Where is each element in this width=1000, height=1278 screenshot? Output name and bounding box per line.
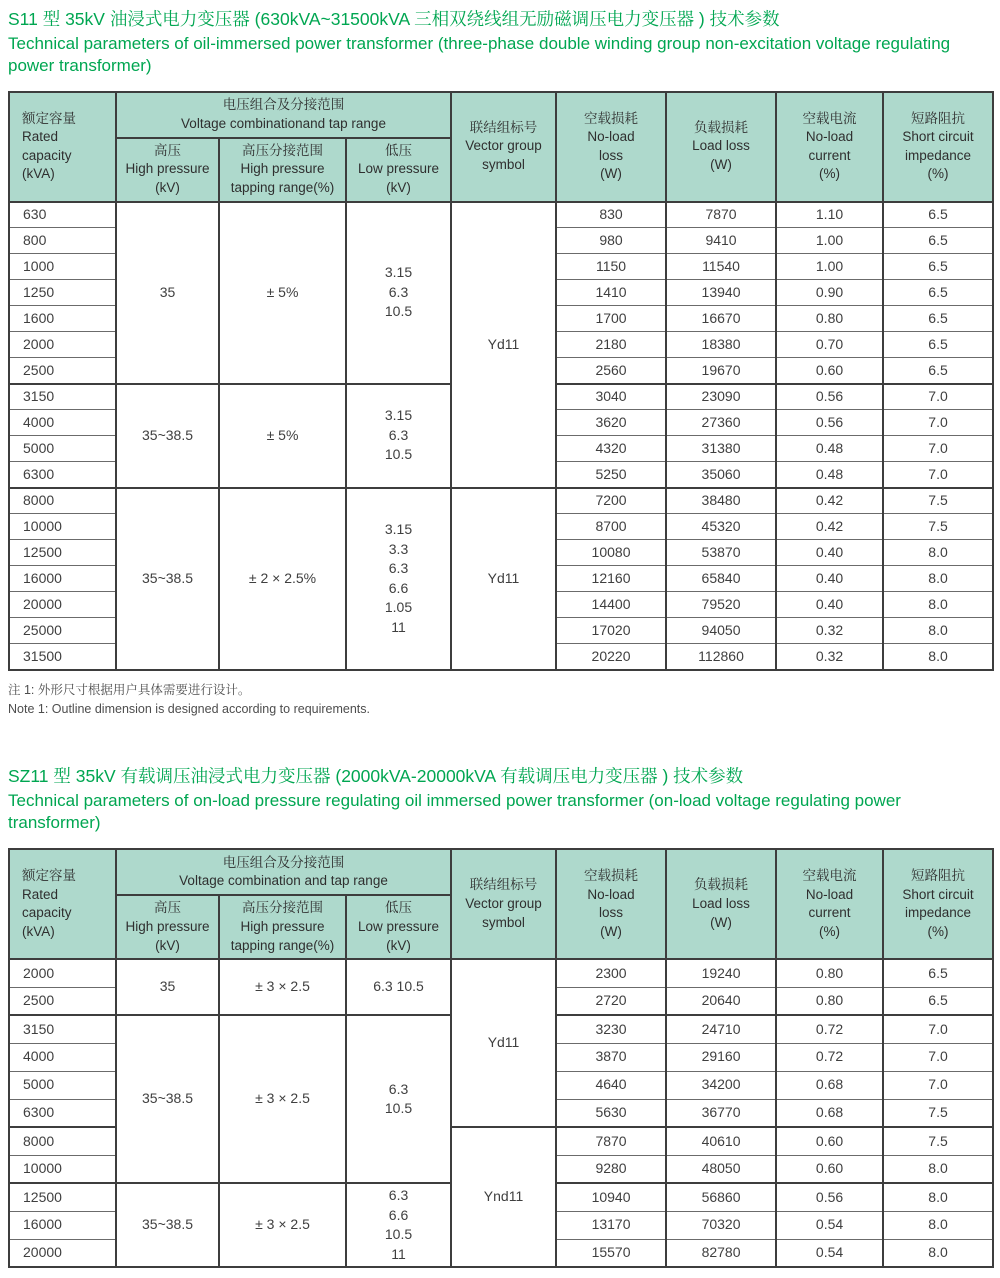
header-high-pressure: 高压 High pressure (kV) bbox=[116, 138, 219, 202]
cell-load-loss: 36770 bbox=[666, 1099, 776, 1127]
cell-rated-capacity: 2000 bbox=[9, 332, 116, 358]
cell-no-load-loss: 9280 bbox=[556, 1155, 666, 1183]
cell-no-load-current: 0.80 bbox=[776, 306, 883, 332]
cell-no-load-loss: 8700 bbox=[556, 514, 666, 540]
cell-no-load-loss: 4320 bbox=[556, 436, 666, 462]
cell-impedance: 8.0 bbox=[883, 618, 993, 644]
cell-load-loss: 34200 bbox=[666, 1071, 776, 1099]
cell-impedance: 8.0 bbox=[883, 566, 993, 592]
cell-no-load-current: 0.54 bbox=[776, 1211, 883, 1239]
cell-load-loss: 27360 bbox=[666, 410, 776, 436]
cell-load-loss: 70320 bbox=[666, 1211, 776, 1239]
cell-rated-capacity: 5000 bbox=[9, 436, 116, 462]
cell-no-load-current: 0.54 bbox=[776, 1239, 883, 1267]
cell-load-loss: 79520 bbox=[666, 592, 776, 618]
cell-no-load-current: 0.68 bbox=[776, 1099, 883, 1127]
header-row bbox=[9, 92, 993, 138]
cell-rated-capacity: 5000 bbox=[9, 1071, 116, 1099]
cell-tapping-range: ± 3 × 2.5 bbox=[219, 1015, 346, 1183]
cell-high-pressure: 35~38.5 bbox=[116, 1015, 219, 1183]
cell-rated-capacity: 16000 bbox=[9, 1211, 116, 1239]
cell-impedance: 6.5 bbox=[883, 987, 993, 1015]
header-vector-group: 联结组标号 Vector group symbol bbox=[451, 849, 556, 959]
cell-vector-group: Yd11 bbox=[451, 202, 556, 488]
cell-load-loss: 23090 bbox=[666, 384, 776, 410]
cell-low-pressure: 6.3 10.5 bbox=[346, 959, 451, 1015]
cell-impedance: 8.0 bbox=[883, 540, 993, 566]
cell-load-loss: 53870 bbox=[666, 540, 776, 566]
cell-impedance: 8.0 bbox=[883, 592, 993, 618]
cell-rated-capacity: 6300 bbox=[9, 1099, 116, 1127]
cell-impedance: 6.5 bbox=[883, 228, 993, 254]
header-voltage-combination: 电压组合及分接范围 Voltage combinationand tap range bbox=[116, 92, 451, 138]
cell-impedance: 7.5 bbox=[883, 514, 993, 540]
cell-low-pressure: 6.3 6.6 10.5 11 bbox=[346, 1183, 451, 1267]
cell-no-load-loss: 17020 bbox=[556, 618, 666, 644]
header-no-load-current: 空载电流 No-load current (%) bbox=[776, 92, 883, 202]
cell-no-load-loss: 1700 bbox=[556, 306, 666, 332]
table-row bbox=[9, 959, 993, 987]
cell-load-loss: 82780 bbox=[666, 1239, 776, 1267]
cell-impedance: 7.0 bbox=[883, 1015, 993, 1043]
cell-load-loss: 40610 bbox=[666, 1127, 776, 1155]
cell-rated-capacity: 25000 bbox=[9, 618, 116, 644]
header-row bbox=[9, 849, 993, 895]
cell-no-load-current: 0.40 bbox=[776, 566, 883, 592]
cell-tapping-range: ± 2 × 2.5% bbox=[219, 488, 346, 670]
cell-no-load-current: 0.32 bbox=[776, 644, 883, 670]
cell-no-load-current: 0.48 bbox=[776, 436, 883, 462]
cell-rated-capacity: 8000 bbox=[9, 488, 116, 514]
cell-impedance: 8.0 bbox=[883, 644, 993, 670]
cell-impedance: 8.0 bbox=[883, 1183, 993, 1211]
cell-no-load-loss: 10940 bbox=[556, 1183, 666, 1211]
table-row bbox=[9, 488, 993, 514]
sz11-table-body bbox=[9, 959, 993, 1267]
cell-no-load-current: 0.80 bbox=[776, 987, 883, 1015]
cell-low-pressure: 3.15 6.3 10.5 bbox=[346, 202, 451, 384]
table-row bbox=[9, 202, 993, 228]
cell-no-load-loss: 14400 bbox=[556, 592, 666, 618]
cell-load-loss: 13940 bbox=[666, 280, 776, 306]
s11-table-header bbox=[9, 92, 993, 202]
cell-no-load-loss: 2720 bbox=[556, 987, 666, 1015]
header-load-loss: 负载损耗 Load loss (W) bbox=[666, 849, 776, 959]
s11-title-zh: S11 型 35kV 油浸式电力变压器 (630kVA~31500kVA 三相双绕线组无励磁调压电力变压器 ) 技术参数 bbox=[8, 9, 780, 29]
cell-no-load-current: 1.00 bbox=[776, 254, 883, 280]
cell-no-load-loss: 20220 bbox=[556, 644, 666, 670]
cell-load-loss: 31380 bbox=[666, 436, 776, 462]
s11-parameters-table bbox=[8, 91, 994, 671]
cell-load-loss: 16670 bbox=[666, 306, 776, 332]
cell-no-load-loss: 830 bbox=[556, 202, 666, 228]
cell-no-load-loss: 15570 bbox=[556, 1239, 666, 1267]
cell-load-loss: 19670 bbox=[666, 358, 776, 384]
cell-load-loss: 9410 bbox=[666, 228, 776, 254]
cell-impedance: 7.0 bbox=[883, 1043, 993, 1071]
cell-rated-capacity: 800 bbox=[9, 228, 116, 254]
header-no-load-loss: 空载损耗 No-load loss (W) bbox=[556, 849, 666, 959]
cell-load-loss: 19240 bbox=[666, 959, 776, 987]
cell-rated-capacity: 10000 bbox=[9, 514, 116, 540]
cell-rated-capacity: 1600 bbox=[9, 306, 116, 332]
cell-rated-capacity: 12500 bbox=[9, 540, 116, 566]
cell-no-load-current: 0.56 bbox=[776, 1183, 883, 1211]
cell-impedance: 8.0 bbox=[883, 1211, 993, 1239]
cell-load-loss: 94050 bbox=[666, 618, 776, 644]
cell-load-loss: 24710 bbox=[666, 1015, 776, 1043]
cell-impedance: 6.5 bbox=[883, 959, 993, 987]
cell-rated-capacity: 20000 bbox=[9, 592, 116, 618]
header-vector-group: 联结组标号 Vector group symbol bbox=[451, 92, 556, 202]
cell-no-load-loss: 1150 bbox=[556, 254, 666, 280]
cell-impedance: 7.0 bbox=[883, 384, 993, 410]
cell-rated-capacity: 3150 bbox=[9, 1015, 116, 1043]
cell-no-load-current: 0.72 bbox=[776, 1015, 883, 1043]
header-voltage-combination: 电压组合及分接范围 Voltage combination and tap range bbox=[116, 849, 451, 895]
cell-load-loss: 11540 bbox=[666, 254, 776, 280]
cell-load-loss: 45320 bbox=[666, 514, 776, 540]
cell-high-pressure: 35 bbox=[116, 959, 219, 1015]
cell-rated-capacity: 12500 bbox=[9, 1183, 116, 1211]
cell-no-load-loss: 3230 bbox=[556, 1015, 666, 1043]
header-hp-tapping-range: 高压分接范围 High pressure tapping range(%) bbox=[219, 895, 346, 959]
cell-rated-capacity: 16000 bbox=[9, 566, 116, 592]
cell-no-load-current: 0.32 bbox=[776, 618, 883, 644]
sz11-table-header bbox=[9, 849, 993, 959]
cell-rated-capacity: 6300 bbox=[9, 462, 116, 488]
cell-load-loss: 35060 bbox=[666, 462, 776, 488]
cell-high-pressure: 35~38.5 bbox=[116, 488, 219, 670]
header-no-load-loss: 空载损耗 No-load loss (W) bbox=[556, 92, 666, 202]
cell-no-load-loss: 12160 bbox=[556, 566, 666, 592]
cell-no-load-loss: 3620 bbox=[556, 410, 666, 436]
cell-tapping-range: ± 3 × 2.5 bbox=[219, 1183, 346, 1267]
s11-title-en: Technical parameters of oil-immersed power transformer (three-phase double winding group non-excitation voltage regulating power transformer) bbox=[8, 33, 951, 75]
cell-rated-capacity: 3150 bbox=[9, 384, 116, 410]
cell-vector-group: Yd11 bbox=[451, 959, 556, 1127]
cell-no-load-current: 1.10 bbox=[776, 202, 883, 228]
cell-impedance: 6.5 bbox=[883, 202, 993, 228]
header-hp-tapping-range: 高压分接范围 High pressure tapping range(%) bbox=[219, 138, 346, 202]
cell-low-pressure: 3.15 6.3 10.5 bbox=[346, 384, 451, 488]
cell-impedance: 6.5 bbox=[883, 306, 993, 332]
cell-no-load-current: 0.40 bbox=[776, 540, 883, 566]
cell-vector-group: Ynd11 bbox=[451, 1127, 556, 1267]
cell-high-pressure: 35~38.5 bbox=[116, 1183, 219, 1267]
cell-no-load-loss: 4640 bbox=[556, 1071, 666, 1099]
cell-rated-capacity: 1250 bbox=[9, 280, 116, 306]
cell-rated-capacity: 4000 bbox=[9, 410, 116, 436]
cell-load-loss: 48050 bbox=[666, 1155, 776, 1183]
cell-no-load-loss: 3870 bbox=[556, 1043, 666, 1071]
header-rated-capacity: 额定容量 Rated capacity (kVA) bbox=[9, 849, 116, 959]
cell-high-pressure: 35~38.5 bbox=[116, 384, 219, 488]
cell-high-pressure: 35 bbox=[116, 202, 219, 384]
sz11-title-zh: SZ11 型 35kV 有载调压油浸式电力变压器 (2000kVA-20000kVA 有载调压电力变压器 ) 技术参数 bbox=[8, 766, 744, 787]
header-low-pressure: 低压 Low pressure (kV) bbox=[346, 895, 451, 959]
cell-load-loss: 112860 bbox=[666, 644, 776, 670]
cell-no-load-loss: 2180 bbox=[556, 332, 666, 358]
cell-impedance: 7.0 bbox=[883, 1071, 993, 1099]
header-high-pressure: 高压 High pressure (kV) bbox=[116, 895, 219, 959]
cell-impedance: 7.5 bbox=[883, 1099, 993, 1127]
cell-no-load-loss: 13170 bbox=[556, 1211, 666, 1239]
cell-vector-group: Yd11 bbox=[451, 488, 556, 670]
cell-load-loss: 38480 bbox=[666, 488, 776, 514]
cell-rated-capacity: 2500 bbox=[9, 987, 116, 1015]
cell-load-loss: 20640 bbox=[666, 987, 776, 1015]
cell-rated-capacity: 8000 bbox=[9, 1127, 116, 1155]
cell-impedance: 7.0 bbox=[883, 436, 993, 462]
cell-impedance: 7.0 bbox=[883, 462, 993, 488]
cell-no-load-loss: 5630 bbox=[556, 1099, 666, 1127]
cell-impedance: 7.5 bbox=[883, 488, 993, 514]
cell-impedance: 8.0 bbox=[883, 1239, 993, 1267]
cell-no-load-loss: 2300 bbox=[556, 959, 666, 987]
cell-no-load-current: 0.56 bbox=[776, 410, 883, 436]
cell-no-load-current: 0.90 bbox=[776, 280, 883, 306]
cell-rated-capacity: 4000 bbox=[9, 1043, 116, 1071]
cell-impedance: 6.5 bbox=[883, 332, 993, 358]
cell-load-loss: 29160 bbox=[666, 1043, 776, 1071]
cell-load-loss: 7870 bbox=[666, 202, 776, 228]
cell-rated-capacity: 1000 bbox=[9, 254, 116, 280]
cell-load-loss: 18380 bbox=[666, 332, 776, 358]
cell-no-load-current: 0.68 bbox=[776, 1071, 883, 1099]
cell-no-load-current: 0.42 bbox=[776, 514, 883, 540]
cell-low-pressure: 6.3 10.5 bbox=[346, 1015, 451, 1183]
note-zh: 注 1: 外形尺寸根据用户具体需要进行设计。 bbox=[8, 682, 251, 697]
cell-no-load-loss: 2560 bbox=[556, 358, 666, 384]
cell-no-load-current: 0.60 bbox=[776, 1127, 883, 1155]
header-short-circuit-impedance: 短路阻抗 Short circuit impedance (%) bbox=[883, 849, 993, 959]
cell-rated-capacity: 630 bbox=[9, 202, 116, 228]
s11-notes bbox=[8, 681, 992, 720]
cell-rated-capacity: 20000 bbox=[9, 1239, 116, 1267]
cell-rated-capacity: 2000 bbox=[9, 959, 116, 987]
cell-no-load-current: 0.48 bbox=[776, 462, 883, 488]
cell-load-loss: 56860 bbox=[666, 1183, 776, 1211]
header-low-pressure: 低压 Low pressure (kV) bbox=[346, 138, 451, 202]
section-s11 bbox=[8, 8, 992, 719]
cell-no-load-current: 0.40 bbox=[776, 592, 883, 618]
cell-no-load-current: 0.60 bbox=[776, 358, 883, 384]
section-sz11 bbox=[8, 765, 992, 1268]
cell-impedance: 6.5 bbox=[883, 358, 993, 384]
cell-no-load-loss: 980 bbox=[556, 228, 666, 254]
cell-no-load-loss: 1410 bbox=[556, 280, 666, 306]
cell-impedance: 7.5 bbox=[883, 1127, 993, 1155]
cell-no-load-loss: 10080 bbox=[556, 540, 666, 566]
header-rated-capacity: 额定容量 Rated capacity (kVA) bbox=[9, 92, 116, 202]
cell-rated-capacity: 31500 bbox=[9, 644, 116, 670]
sz11-parameters-table bbox=[8, 848, 994, 1268]
cell-no-load-loss: 7200 bbox=[556, 488, 666, 514]
cell-tapping-range: ± 5% bbox=[219, 384, 346, 488]
cell-no-load-current: 1.00 bbox=[776, 228, 883, 254]
cell-no-load-current: 0.56 bbox=[776, 384, 883, 410]
cell-low-pressure: 3.15 3.3 6.3 6.6 1.05 11 bbox=[346, 488, 451, 670]
cell-no-load-current: 0.42 bbox=[776, 488, 883, 514]
cell-no-load-loss: 7870 bbox=[556, 1127, 666, 1155]
header-load-loss: 负载损耗 Load loss (W) bbox=[666, 92, 776, 202]
sz11-title-en: Technical parameters of on-load pressure regulating oil immersed power transformer (on-load voltage regulating power transformer) bbox=[8, 791, 901, 833]
cell-tapping-range: ± 3 × 2.5 bbox=[219, 959, 346, 1015]
header-short-circuit-impedance: 短路阻抗 Short circuit impedance (%) bbox=[883, 92, 993, 202]
cell-no-load-current: 0.70 bbox=[776, 332, 883, 358]
cell-no-load-current: 0.60 bbox=[776, 1155, 883, 1183]
cell-no-load-current: 0.80 bbox=[776, 959, 883, 987]
s11-table-body bbox=[9, 202, 993, 670]
cell-impedance: 8.0 bbox=[883, 1155, 993, 1183]
cell-tapping-range: ± 5% bbox=[219, 202, 346, 384]
cell-no-load-current: 0.72 bbox=[776, 1043, 883, 1071]
cell-no-load-loss: 3040 bbox=[556, 384, 666, 410]
cell-rated-capacity: 2500 bbox=[9, 358, 116, 384]
cell-rated-capacity: 10000 bbox=[9, 1155, 116, 1183]
cell-impedance: 6.5 bbox=[883, 280, 993, 306]
cell-impedance: 6.5 bbox=[883, 254, 993, 280]
cell-no-load-loss: 5250 bbox=[556, 462, 666, 488]
header-no-load-current: 空载电流 No-load current (%) bbox=[776, 849, 883, 959]
cell-impedance: 7.0 bbox=[883, 410, 993, 436]
cell-load-loss: 65840 bbox=[666, 566, 776, 592]
note-en: Note 1: Outline dimension is designed according to requirements. bbox=[8, 702, 371, 717]
